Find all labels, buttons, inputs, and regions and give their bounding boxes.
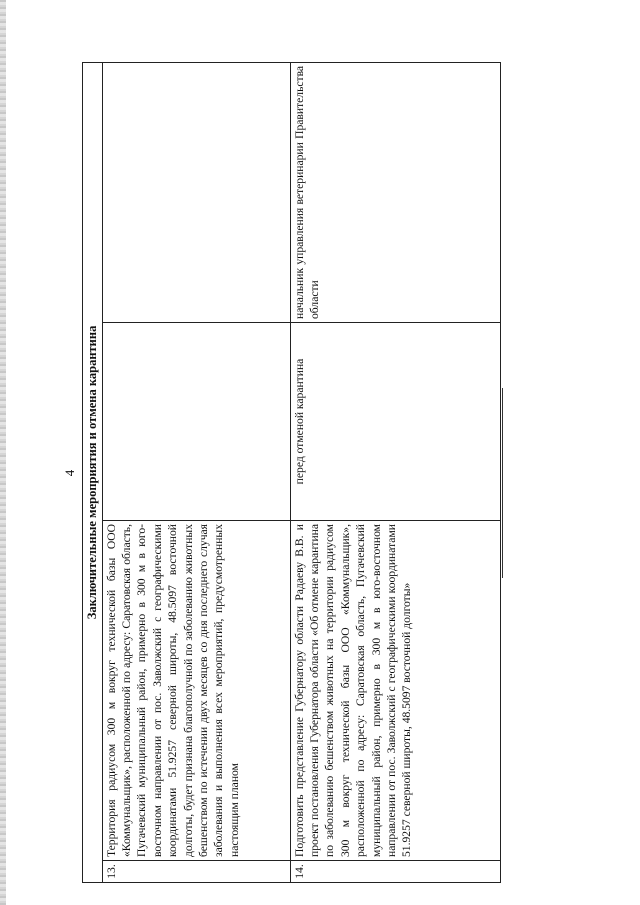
- row-number: 13.: [102, 861, 290, 883]
- measures-table: [82, 62, 501, 883]
- section-header-row: [83, 62, 103, 882]
- page-number: 4: [62, 469, 77, 477]
- table-row: [290, 62, 500, 882]
- row-term: перед отменой карантина: [290, 323, 500, 521]
- row-responsible: начальник управления ветеринарии Правительства области: [290, 62, 500, 322]
- scanned-page-edge: [0, 0, 6, 905]
- rotated-page-content: [62, 63, 602, 883]
- section-title: Заключительные мероприятия и отмена карантина: [83, 62, 103, 882]
- row-number: 14.: [290, 861, 500, 883]
- table-row: [102, 62, 290, 882]
- row-term: [102, 323, 290, 521]
- row-description: Территория радиусом 300 м вокруг технической базы ООО «Коммунальщик», расположенной по адресу: Саратовская область, Пугачевский муниципальный район, примерно в 300 м в юго-восточном направлении от пос. Заволжский с географическими координатами 51.9257 северной широты, 48.5097 восточной долготы, будет признана благополучной по заболеванию животных бешенством по истечении двух месяцев со дня последнего случая заболевания и выполнения всех мероприятий, предусмотренных настоящим планом: [102, 521, 290, 861]
- closing-line: [502, 388, 503, 578]
- row-description: Подготовить представление Губернатору области Радаеву В.В. и проект постановления Губернатора области «Об отмене карантина по заболеванию бешенством животных на территории радиусом 300 м вокруг технической базы ООО «Коммунальщик», расположенной по адресу: Саратовская область, Пугачевский муниципальный район, примерно в 300 м в юго-восточном направлении от пос. Заволжский с географическими координатами 51.9257 северной широты, 48.5097 восточной долготы»: [290, 521, 500, 861]
- row-responsible: [102, 62, 290, 322]
